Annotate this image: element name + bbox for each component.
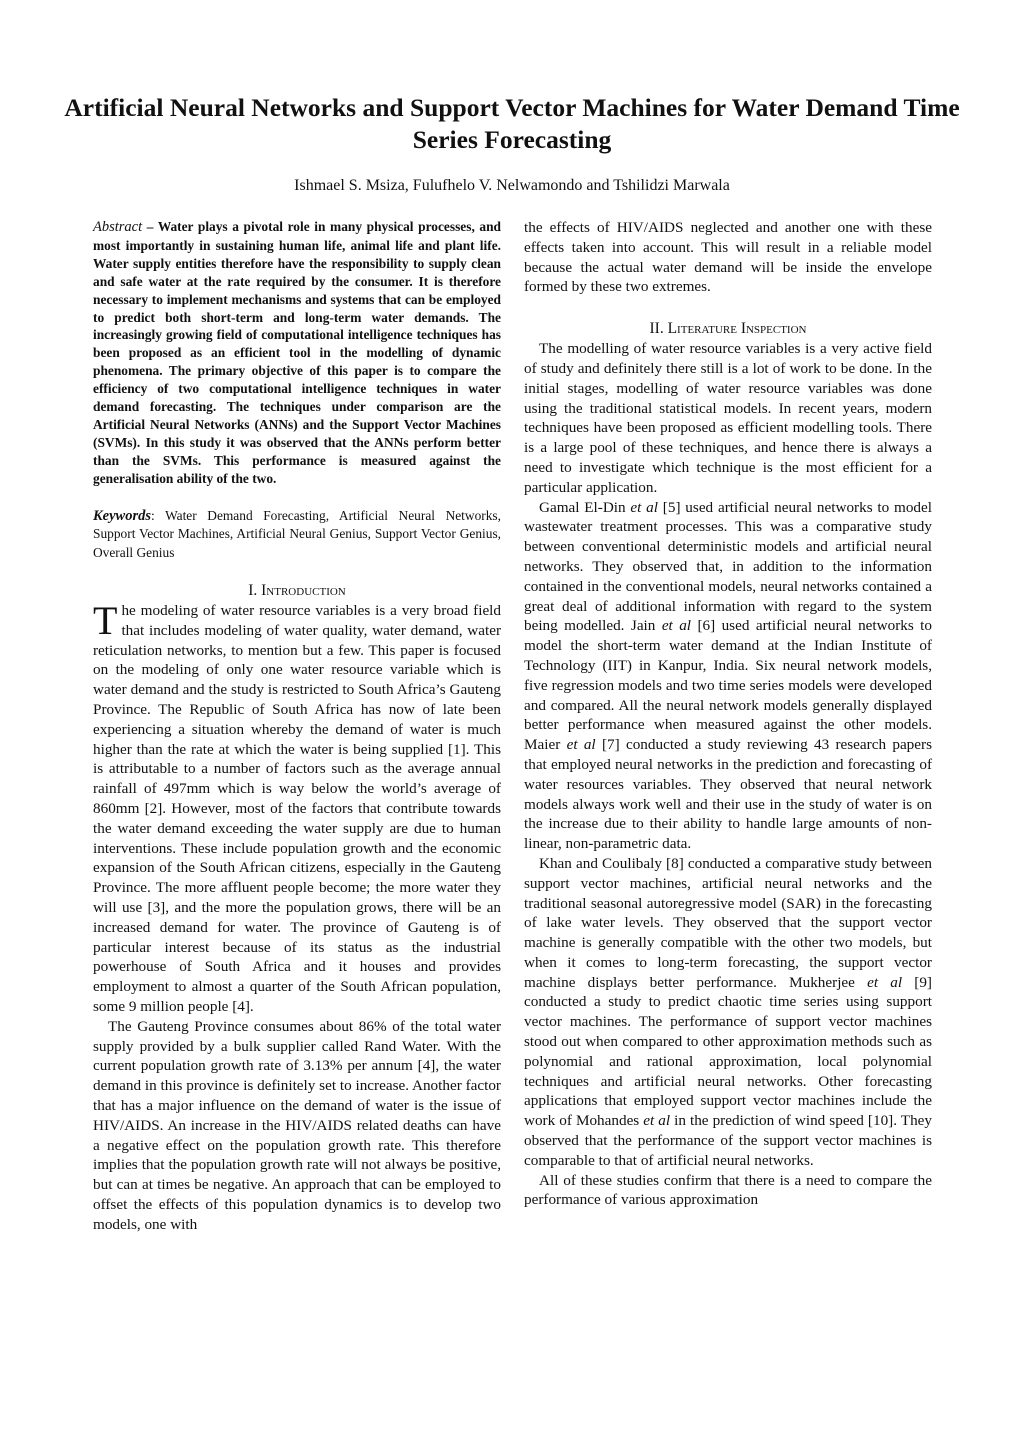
left-column	[93, 218, 501, 1235]
intro-paragraph-2: The Gauteng Province consumes about 86% of the total water supply provided by a bulk supplier called Rand Water. With the current population growth rate of 3.13% per annum [4], the water demand in this province is definitely set to increase. Another factor that has a major influence on the demand of water is the issue of HIV/AIDS. An increase in the HIV/AIDS related deaths can have a negative effect on the population growth rate. This therefore implies that the population growth rate will not always be positive, but can at times be negative. An approach that can be employed to offset the effects of this population dynamics is to develop two models, one with	[93, 1017, 501, 1233]
keywords-text: : Water Demand Forecasting, Artificial Neural Networks, Support Vector Machines, Artificial Neural Genius, Support Vector Genius, Overall Genius	[93, 507, 501, 560]
section-heading-literature: II. Literature Inspection	[649, 320, 807, 338]
paper-title: Artificial Neural Networks and Support Vector Machines for Water Demand Time Series Forecasting	[64, 93, 960, 154]
keywords	[93, 507, 501, 563]
intro-paragraph-1	[93, 598, 501, 1017]
lit-paragraph-4: All of these studies confirm that there is a need to compare the performance of various approximation	[524, 1171, 932, 1209]
lit-paragraph-1: The modelling of water resource variables is a very active field of study and definitely there still is a lot of work to be done. In the initial stages, modelling of water resource variables was done using the traditional statistical models. In recent years, modern techniques have been proposed as efficient modelling tools. There is a large pool of these techniques, and hence there is always a need to investigate which technique is the most efficient for a particular application.	[524, 340, 932, 496]
keywords-label: Keywords	[93, 507, 151, 524]
abstract-dash: –	[142, 219, 158, 234]
paper-authors: Ishmael S. Msiza, Fulufhelo V. Nelwamondo and Tshilidzi Marwala	[294, 177, 730, 194]
drop-cap: T	[93, 598, 118, 644]
abstract-label: Abstract	[93, 219, 143, 235]
intro-paragraph-3: the effects of HIV/AIDS neglected and another one with these effects taken into account. This will result in a reliable model because the actual water demand will be inside the envelope formed by these two extremes.	[524, 219, 932, 296]
section-heading-introduction: I. Introduction	[248, 582, 346, 600]
right-column	[524, 218, 932, 1210]
abstract-text: Water plays a pivotal role in many physical processes, and most importantly in sustaining human life, animal life and plant life. Water supply entities therefore have the responsibility to supply clean and safe water at the rate required by the consumer. It is therefore necessary to implement mechanisms and systems that can be employed to predict both short-term and long-term water demands. The increasingly growing field of computational intelligence techniques has been proposed as an efficient tool in the modelling of dynamic phenomena. The primary objective of this paper is to compare the efficiency of two computational intelligence techniques in water demand forecasting. The techniques under comparison are the Artificial Neural Networks (ANNs) and the Support Vector Machines (SVMs). In this study it was observed that the ANNs perform better than the SVMs. This performance is measured against the generalisation ability of the two.	[93, 219, 501, 486]
lit-paragraph-3: Khan and Coulibaly [8] conducted a comparative study between support vector machines, artificial neural networks and the traditional seasonal autoregressive model (SAR) in the forecasting of lake water levels. They observed that the support vector machine is generally compatible with the other two models, but when it comes to long-term forecasting, the support vector machine displays better performance. Mukherjee et al [9] conducted a study to predict chaotic time series using support vector machines. The performance of support vector machines stood out when compared to other approximation methods such as polynomial and rational approximation, local polynomial techniques and artificial neural networks. Other forecasting applications that employed support vector machines include the work of Mohandes et al in the prediction of wind speed [10]. They observed that the performance of the support vector machines is comparable to that of artificial neural networks.	[524, 854, 933, 1169]
intro-paragraph-1-text: he modeling of water resource variables is a very broad field that includes modeling of water quality, water demand, water reticulation networks, to mention but a few. This paper is focused on the modeling of only one water resource variable which is water demand and the study is restricted to South Africa’s Gauteng Province. The Republic of South Africa has now of late been experiencing a situation whereby the demand of water is much higher than the rate at which the water is being supplied [1]. This is attributable to a number of factors such as the average annual rainfall of 497mm which is way below the world’s average of 860mm [2]. However, most of the factors that contribute towards the water demand exceeding the water supply are due to human interventions. These include population growth and the economic expansion of the South African citizens, especially in the Gauteng Province. The more affluent people become; the more water they will use [3], and the more the population grows, there will be an increased demand for water. The province of Gauteng is of particular interest because of its status as the industrial powerhouse of South Africa and it houses and provides employment to almost a quarter of the South African population, some 9 million people [4].	[93, 602, 501, 1016]
abstract	[93, 218, 501, 488]
lit-paragraph-2: Gamal El-Din et al [5] used artificial neural networks to model wastewater treatment processes. This was a comparative study between conventional deterministic models and artificial neural networks. They observed that, in addition to the information contained in the conventional models, neural networks contained a great deal of additional information with regard to the system being modelled. Jain et al [6] used artificial neural networks to model the short-term water demand at the Indian Institute of Technology (IIT) in Kanpur, India. Six neural network models, five regression models and two time series models were developed and compared. All the neural network models generally displayed better performance when measured against the other models. Maier et al [7] conducted a study reviewing 43 research papers that employed neural networks in the prediction and forecasting of water resources variables. They observed that neural network models always work well and their use in the study of water is on the increase due to their ability to handle large amounts of non-linear, non-parametric data.	[524, 498, 932, 853]
